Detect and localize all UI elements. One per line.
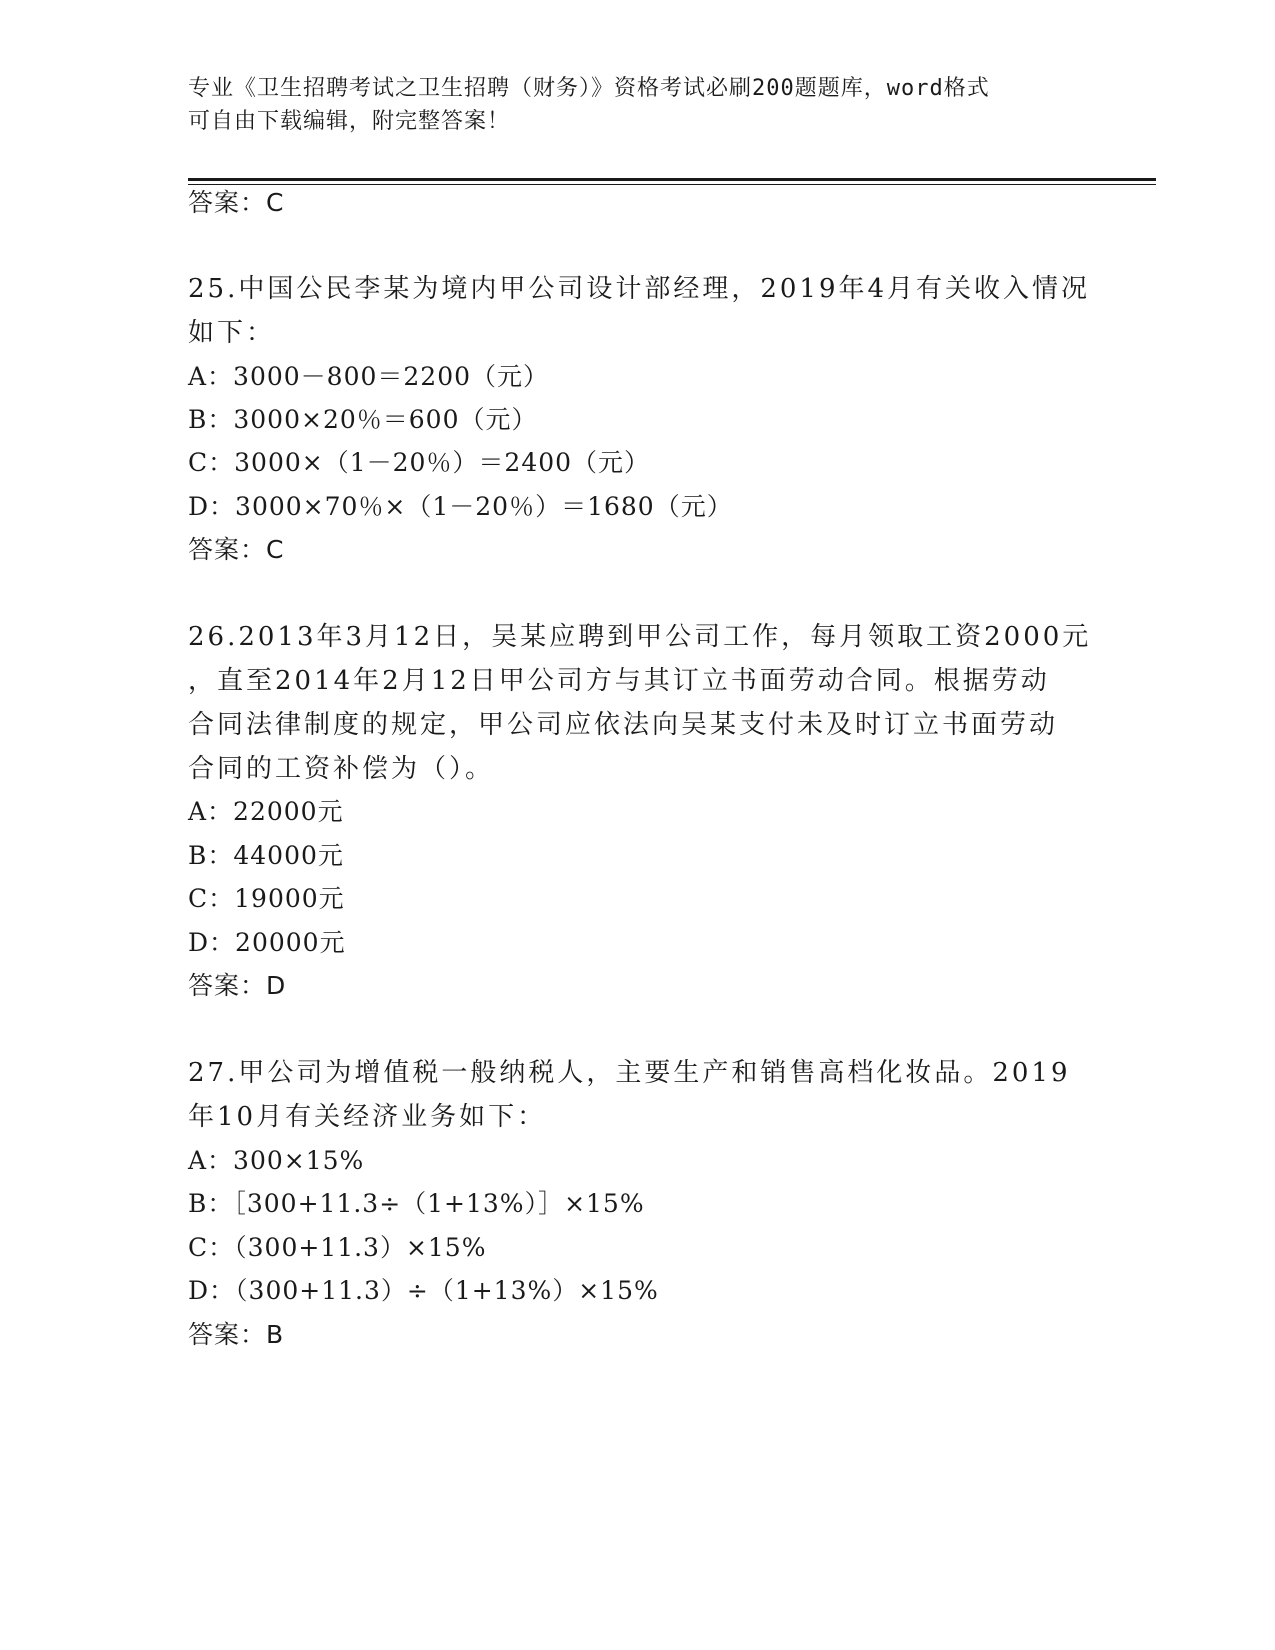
header-rule-thin (188, 184, 1156, 185)
question-27-option-d: D：（300+11.3）÷（1+13%）×15% (188, 1276, 659, 1305)
header-line-1: 专业《卫生招聘考试之卫生招聘（财务）》资格考试必刷200题题库，word格式 (188, 76, 990, 101)
page-header (188, 72, 1068, 138)
question-25-option-d: D：3000×70％×（1－20％）＝1680（元） (188, 492, 733, 521)
question-27-option-b: B：［300+11.3÷（1+13%）］×15% (188, 1189, 645, 1218)
question-26-answer: 答案：D (188, 971, 287, 1000)
question-25-answer: 答案：C (188, 535, 285, 564)
previous-answer: 答案：C (188, 188, 285, 217)
question-26-option-c: C：19000元 (188, 884, 345, 913)
header-rule-thick (188, 178, 1156, 181)
question-26-line-3: 合同法律制度的规定，甲公司应依法向吴某支付未及时订立书面劳动 (188, 710, 1059, 740)
header-line-2: 可自由下载编辑，附完整答案！ (188, 109, 511, 134)
question-26-option-a: A：22000元 (188, 797, 344, 826)
question-25-option-a: A：3000－800＝2200（元） (188, 362, 550, 391)
question-25-option-b: B：3000×20％＝600（元） (188, 405, 538, 434)
question-26-line-1: 26.2013年3月12日，吴某应聘到甲公司工作，每月领取工资2000元 (188, 622, 1092, 652)
question-26-option-b: B：44000元 (188, 841, 344, 870)
question-27-option-c: C：（300+11.3）×15% (188, 1233, 487, 1262)
question-27-answer: 答案：B (188, 1320, 285, 1349)
question-27-line-2: 年10月有关经济业务如下： (188, 1102, 547, 1132)
question-25-option-c: C：3000×（1－20％）＝2400（元） (188, 448, 651, 477)
question-25-line-2: 如下： (188, 318, 276, 348)
question-26-line-4: 合同的工资补偿为（）。 (188, 754, 495, 784)
question-27-option-a: A：300×15% (188, 1146, 365, 1175)
question-27-line-1: 27.甲公司为增值税一般纳税人，主要生产和销售高档化妆品。2019 (188, 1058, 1071, 1088)
question-26-line-2: ，直至2014年2月12日甲公司方与其订立书面劳动合同。根据劳动 (188, 666, 1050, 696)
question-26-option-d: D：20000元 (188, 928, 346, 957)
question-25-line-1: 25.中国公民李某为境内甲公司设计部经理，2019年4月有关收入情况 (188, 274, 1091, 304)
